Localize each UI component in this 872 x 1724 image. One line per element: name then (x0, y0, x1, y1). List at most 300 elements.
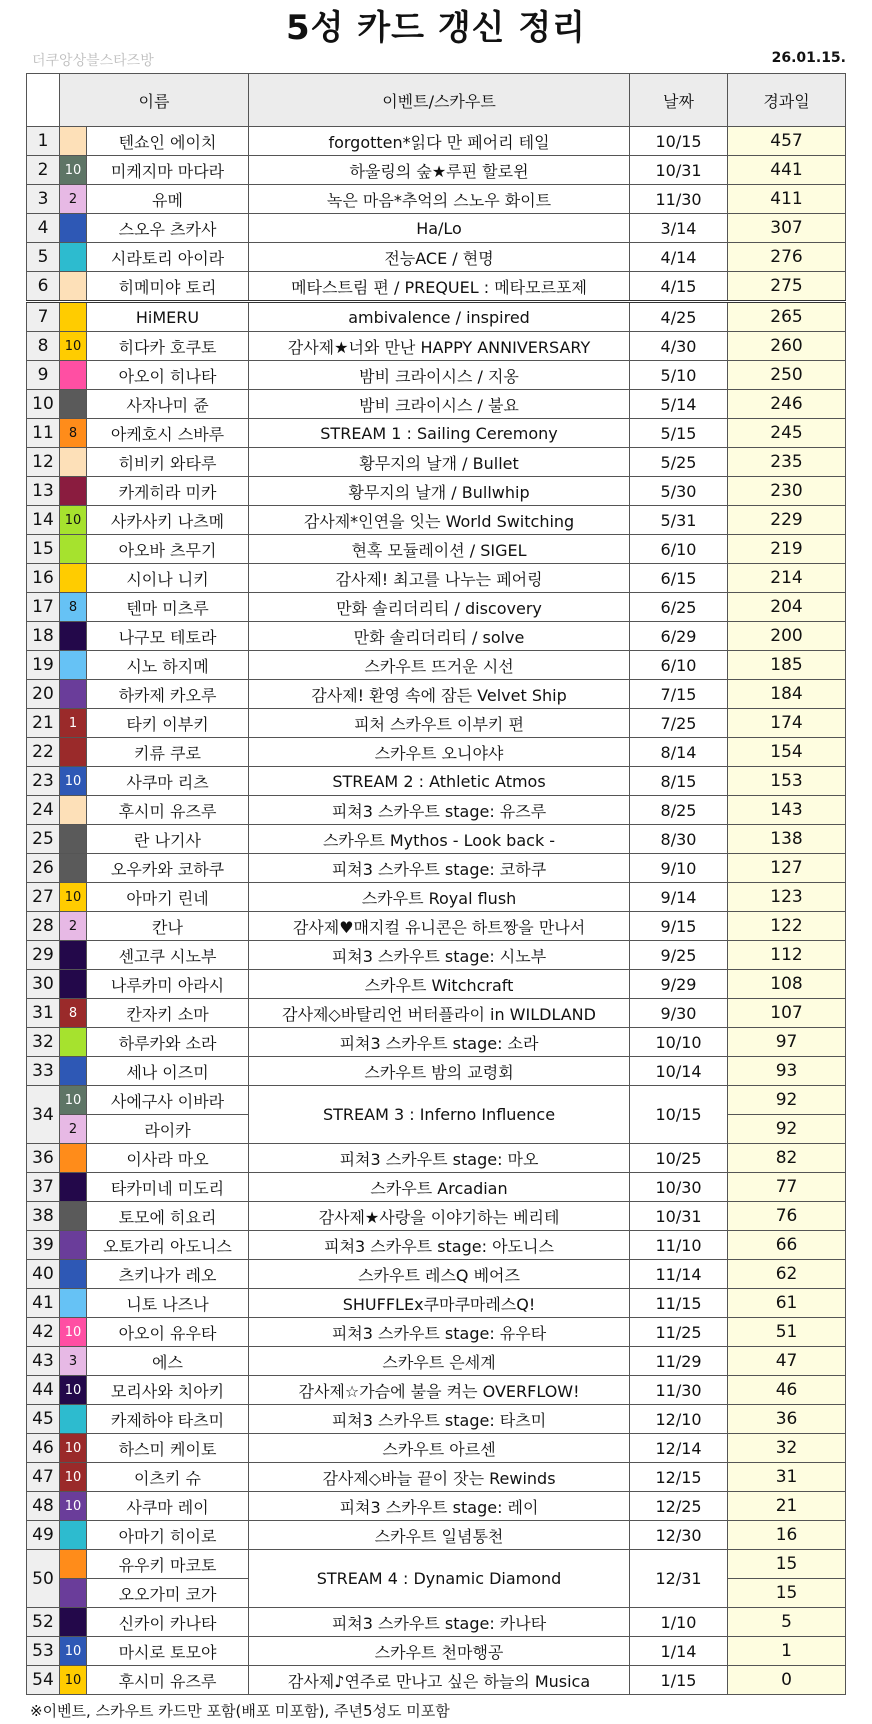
unit-color-swatch: 10 (60, 1637, 87, 1666)
release-date: 10/15 (630, 127, 728, 156)
unit-color-swatch: 8 (60, 419, 87, 448)
character-name: 칸자키 소마 (87, 999, 249, 1028)
unit-color-swatch: 2 (60, 912, 87, 941)
table-row (27, 1144, 846, 1173)
row-number: 40 (27, 1260, 60, 1289)
unit-color-swatch (60, 680, 87, 709)
elapsed-days: 154 (728, 738, 846, 767)
row-number: 6 (27, 272, 60, 302)
release-date: 10/15 (630, 1086, 728, 1144)
release-date: 7/15 (630, 680, 728, 709)
release-date: 11/10 (630, 1231, 728, 1260)
table-row (27, 1028, 846, 1057)
release-date: 12/30 (630, 1521, 728, 1550)
unit-color-swatch (60, 243, 87, 272)
table-row (27, 302, 846, 332)
release-date: 5/25 (630, 448, 728, 477)
event-name: 스카우트 천마행공 (249, 1637, 630, 1666)
elapsed-days: 275 (728, 272, 846, 302)
character-name: 미케지마 마다라 (87, 156, 249, 185)
event-name: 감사제! 최고를 나누는 페어링 (249, 564, 630, 593)
row-number: 34 (27, 1086, 60, 1144)
table-row (27, 332, 846, 361)
row-number: 7 (27, 302, 60, 332)
unit-color-swatch (60, 1260, 87, 1289)
card-table (26, 73, 846, 1695)
event-name: STREAM 2 : Athletic Atmos (249, 767, 630, 796)
elapsed-days: 123 (728, 883, 846, 912)
character-name: 히다카 호쿠토 (87, 332, 249, 361)
elapsed-days: 21 (728, 1492, 846, 1521)
unit-color-swatch (60, 214, 87, 243)
unit-color-swatch (60, 477, 87, 506)
table-row (27, 1608, 846, 1637)
character-name: 히메미야 토리 (87, 272, 249, 302)
elapsed-days: 245 (728, 419, 846, 448)
unit-color-swatch (60, 1057, 87, 1086)
elapsed-days: 307 (728, 214, 846, 243)
release-date: 9/30 (630, 999, 728, 1028)
row-number: 3 (27, 185, 60, 214)
character-name: 카게히라 미카 (87, 477, 249, 506)
event-name: 스카우트 레스Q 베어즈 (249, 1260, 630, 1289)
unit-color-swatch (60, 1144, 87, 1173)
release-date: 9/14 (630, 883, 728, 912)
row-number: 50 (27, 1550, 60, 1608)
unit-color-swatch (60, 448, 87, 477)
event-name: 스카우트 Royal flush (249, 883, 630, 912)
event-name: 밤비 크라이시스 / 불요 (249, 390, 630, 419)
unit-color-swatch: 10 (60, 1376, 87, 1405)
table-row (27, 883, 846, 912)
elapsed-days: 16 (728, 1521, 846, 1550)
unit-color-swatch (60, 1579, 87, 1608)
unit-color-swatch (60, 941, 87, 970)
elapsed-days: 457 (728, 127, 846, 156)
character-name: 아오바 츠무기 (87, 535, 249, 564)
elapsed-days: 185 (728, 651, 846, 680)
row-number: 10 (27, 390, 60, 419)
release-date: 11/30 (630, 185, 728, 214)
character-name: 텐쇼인 에이치 (87, 127, 249, 156)
character-name: 아마기 히이로 (87, 1521, 249, 1550)
release-date: 3/14 (630, 214, 728, 243)
release-date: 9/25 (630, 941, 728, 970)
character-name: 라이카 (87, 1115, 249, 1144)
event-name: 스카우트 밤의 교령회 (249, 1057, 630, 1086)
source-label: 더쿠앙상블스타즈방 (32, 53, 154, 69)
character-name: 니토 나즈나 (87, 1289, 249, 1318)
event-name: 피쳐3 스카우트 stage: 코하쿠 (249, 854, 630, 883)
row-number: 36 (27, 1144, 60, 1173)
release-date: 12/25 (630, 1492, 728, 1521)
event-name: 피쳐3 스카우트 stage: 카나타 (249, 1608, 630, 1637)
unit-color-swatch (60, 796, 87, 825)
table-row (27, 127, 846, 156)
character-name: 사에구사 이바라 (87, 1086, 249, 1115)
row-number: 19 (27, 651, 60, 680)
event-name: STREAM 4 : Dynamic Diamond (249, 1550, 630, 1608)
elapsed-days: 5 (728, 1608, 846, 1637)
table-row (27, 361, 846, 390)
event-name: 피쳐3 스카우트 stage: 유우타 (249, 1318, 630, 1347)
table-row (27, 272, 846, 302)
event-name: 감사제◇바늘 끝이 잣는 Rewinds (249, 1463, 630, 1492)
row-number: 18 (27, 622, 60, 651)
elapsed-days: 219 (728, 535, 846, 564)
release-date: 11/25 (630, 1318, 728, 1347)
release-date: 6/29 (630, 622, 728, 651)
release-date: 11/29 (630, 1347, 728, 1376)
event-name: 스카우트 Mythos - Look back - (249, 825, 630, 854)
elapsed-days: 174 (728, 709, 846, 738)
table-row (27, 999, 846, 1028)
character-name: 오우카와 코하쿠 (87, 854, 249, 883)
row-number: 45 (27, 1405, 60, 1434)
table-row (27, 767, 846, 796)
elapsed-days: 51 (728, 1318, 846, 1347)
event-name: 감사제*인연을 잇는 World Switching (249, 506, 630, 535)
row-number: 41 (27, 1289, 60, 1318)
unit-color-swatch (60, 622, 87, 651)
elapsed-days: 36 (728, 1405, 846, 1434)
row-number: 12 (27, 448, 60, 477)
table-row (27, 1231, 846, 1260)
event-name: 스카우트 일념통천 (249, 1521, 630, 1550)
event-name: 피쳐3 스카우트 stage: 레이 (249, 1492, 630, 1521)
event-name: 감사제♪연주로 만나고 싶은 하늘의 Musica (249, 1666, 630, 1695)
row-number: 26 (27, 854, 60, 883)
event-name: 메타스트림 편 / PREQUEL : 메타모르포제 (249, 272, 630, 302)
unit-color-swatch (60, 1202, 87, 1231)
table-row (27, 970, 846, 999)
table-row (27, 156, 846, 185)
character-name: 후시미 유즈루 (87, 1666, 249, 1695)
table-row (27, 419, 846, 448)
table-row (27, 477, 846, 506)
release-date: 8/30 (630, 825, 728, 854)
row-number: 31 (27, 999, 60, 1028)
table-row (27, 1202, 846, 1231)
table-row (27, 854, 846, 883)
release-date: 1/10 (630, 1608, 728, 1637)
elapsed-days: 184 (728, 680, 846, 709)
unit-color-swatch: 10 (60, 1086, 87, 1115)
row-number: 13 (27, 477, 60, 506)
event-name: Ha/Lo (249, 214, 630, 243)
unit-color-swatch (60, 1550, 87, 1579)
release-date: 10/25 (630, 1144, 728, 1173)
row-number: 54 (27, 1666, 60, 1695)
elapsed-days: 92 (728, 1086, 846, 1115)
character-name: 히비키 와타루 (87, 448, 249, 477)
release-date: 11/15 (630, 1289, 728, 1318)
character-name: 후시미 유즈루 (87, 796, 249, 825)
unit-color-swatch: 3 (60, 1347, 87, 1376)
unit-color-swatch (60, 272, 87, 302)
release-date: 11/30 (630, 1376, 728, 1405)
table-row (27, 1521, 846, 1550)
elapsed-days: 47 (728, 1347, 846, 1376)
table-row (27, 1666, 846, 1695)
character-name: 사쿠마 리츠 (87, 767, 249, 796)
table-row (27, 796, 846, 825)
row-number: 52 (27, 1608, 60, 1637)
event-name: 피쳐3 스카우트 stage: 시노부 (249, 941, 630, 970)
event-name: 감사제★사랑을 이야기하는 베리테 (249, 1202, 630, 1231)
elapsed-days: 441 (728, 156, 846, 185)
unit-color-swatch (60, 1608, 87, 1637)
character-name: 타카미네 미도리 (87, 1173, 249, 1202)
unit-color-swatch (60, 564, 87, 593)
release-date: 1/14 (630, 1637, 728, 1666)
unit-color-swatch: 10 (60, 1463, 87, 1492)
release-date: 10/30 (630, 1173, 728, 1202)
elapsed-days: 0 (728, 1666, 846, 1695)
unit-color-swatch (60, 651, 87, 680)
release-date: 5/30 (630, 477, 728, 506)
character-name: 사카사키 나츠메 (87, 506, 249, 535)
unit-color-swatch (60, 825, 87, 854)
unit-color-swatch: 8 (60, 999, 87, 1028)
table-row (27, 243, 846, 272)
table-row (27, 1405, 846, 1434)
character-name: 아마기 린네 (87, 883, 249, 912)
character-name: 시라토리 아이라 (87, 243, 249, 272)
release-date: 12/10 (630, 1405, 728, 1434)
event-name: 만화 솔리더리티 / solve (249, 622, 630, 651)
row-number: 24 (27, 796, 60, 825)
table-row (27, 214, 846, 243)
event-name: 현혹 모듈레이션 / SIGEL (249, 535, 630, 564)
unit-color-swatch: 1 (60, 709, 87, 738)
row-number: 47 (27, 1463, 60, 1492)
event-name: 감사제★너와 만난 HAPPY ANNIVERSARY (249, 332, 630, 361)
character-name: 하스미 케이토 (87, 1434, 249, 1463)
table-row (27, 1463, 846, 1492)
table-header-row (27, 74, 846, 127)
release-date: 5/15 (630, 419, 728, 448)
elapsed-days: 265 (728, 302, 846, 332)
release-date: 10/31 (630, 1202, 728, 1231)
character-name: 오오가미 코가 (87, 1579, 249, 1608)
row-number: 53 (27, 1637, 60, 1666)
event-name: 밤비 크라이시스 / 지옹 (249, 361, 630, 390)
release-date: 1/15 (630, 1666, 728, 1695)
header-elapsed: 경과일 (728, 74, 846, 127)
event-name: 스카우트 Witchcraft (249, 970, 630, 999)
elapsed-days: 61 (728, 1289, 846, 1318)
event-name: 황무지의 날개 / Bullwhip (249, 477, 630, 506)
release-date: 8/15 (630, 767, 728, 796)
date-label: 26.01.15. (771, 50, 846, 66)
event-name: 황무지의 날개 / Bullet (249, 448, 630, 477)
release-date: 4/15 (630, 272, 728, 302)
character-name: 나루카미 아라시 (87, 970, 249, 999)
character-name: 타키 이부키 (87, 709, 249, 738)
row-number: 48 (27, 1492, 60, 1521)
table-row (27, 185, 846, 214)
elapsed-days: 260 (728, 332, 846, 361)
unit-color-swatch: 10 (60, 156, 87, 185)
release-date: 8/25 (630, 796, 728, 825)
release-date: 4/14 (630, 243, 728, 272)
release-date: 9/10 (630, 854, 728, 883)
elapsed-days: 92 (728, 1115, 846, 1144)
event-name: 감사제☆가슴에 불을 켜는 OVERFLOW! (249, 1376, 630, 1405)
elapsed-days: 62 (728, 1260, 846, 1289)
release-date: 9/29 (630, 970, 728, 999)
row-number: 42 (27, 1318, 60, 1347)
unit-color-swatch (60, 535, 87, 564)
event-name: STREAM 1 : Sailing Ceremony (249, 419, 630, 448)
release-date: 4/30 (630, 332, 728, 361)
elapsed-days: 82 (728, 1144, 846, 1173)
elapsed-days: 93 (728, 1057, 846, 1086)
page-title: 5성 카드 갱신 정리 (285, 8, 587, 48)
elapsed-days: 112 (728, 941, 846, 970)
row-number: 44 (27, 1376, 60, 1405)
table-row (27, 390, 846, 419)
table-row (27, 1347, 846, 1376)
release-date: 10/31 (630, 156, 728, 185)
release-date: 6/10 (630, 535, 728, 564)
row-number: 33 (27, 1057, 60, 1086)
header-corner (27, 74, 60, 127)
unit-color-swatch (60, 390, 87, 419)
unit-color-swatch (60, 854, 87, 883)
unit-color-swatch: 8 (60, 593, 87, 622)
character-name: 유메 (87, 185, 249, 214)
elapsed-days: 153 (728, 767, 846, 796)
header-date: 날짜 (630, 74, 728, 127)
elapsed-days: 276 (728, 243, 846, 272)
release-date: 5/31 (630, 506, 728, 535)
table-row (27, 564, 846, 593)
release-date: 12/15 (630, 1463, 728, 1492)
character-name: 란 나기사 (87, 825, 249, 854)
elapsed-days: 200 (728, 622, 846, 651)
character-name: 에스 (87, 1347, 249, 1376)
table-row (27, 622, 846, 651)
event-name: forgotten*읽다 만 페어리 테일 (249, 127, 630, 156)
table-row (27, 535, 846, 564)
event-name: 피쳐3 스카우트 stage: 소라 (249, 1028, 630, 1057)
table-row (27, 1376, 846, 1405)
event-name: 하울링의 숲★루핀 할로윈 (249, 156, 630, 185)
character-name: 아케호시 스바루 (87, 419, 249, 448)
release-date: 11/14 (630, 1260, 728, 1289)
release-date: 9/15 (630, 912, 728, 941)
row-number: 43 (27, 1347, 60, 1376)
elapsed-days: 229 (728, 506, 846, 535)
release-date: 12/14 (630, 1434, 728, 1463)
unit-color-swatch (60, 738, 87, 767)
unit-color-swatch: 10 (60, 1318, 87, 1347)
elapsed-days: 108 (728, 970, 846, 999)
character-name: 하카제 카오루 (87, 680, 249, 709)
table-row (27, 593, 846, 622)
release-date: 5/10 (630, 361, 728, 390)
elapsed-days: 246 (728, 390, 846, 419)
elapsed-days: 15 (728, 1550, 846, 1579)
release-date: 5/14 (630, 390, 728, 419)
unit-color-swatch: 2 (60, 185, 87, 214)
event-name: 피쳐3 스카우트 stage: 타츠미 (249, 1405, 630, 1434)
release-date: 12/31 (630, 1550, 728, 1608)
release-date: 6/10 (630, 651, 728, 680)
table-row (27, 1086, 846, 1115)
elapsed-days: 127 (728, 854, 846, 883)
row-number: 16 (27, 564, 60, 593)
character-name: 이사라 마오 (87, 1144, 249, 1173)
character-name: 모리사와 치아키 (87, 1376, 249, 1405)
event-name: 피처 스카우트 이부키 편 (249, 709, 630, 738)
unit-color-swatch (60, 1173, 87, 1202)
unit-color-swatch (60, 970, 87, 999)
row-number: 38 (27, 1202, 60, 1231)
elapsed-days: 230 (728, 477, 846, 506)
unit-color-swatch: 10 (60, 506, 87, 535)
unit-color-swatch (60, 1289, 87, 1318)
event-name: 스카우트 뜨거운 시선 (249, 651, 630, 680)
release-date: 6/15 (630, 564, 728, 593)
table-row (27, 1173, 846, 1202)
row-number: 30 (27, 970, 60, 999)
character-name: 센고쿠 시노부 (87, 941, 249, 970)
unit-color-swatch: 10 (60, 1666, 87, 1695)
character-name: 신카이 카나타 (87, 1608, 249, 1637)
character-name: 세나 이즈미 (87, 1057, 249, 1086)
row-number: 2 (27, 156, 60, 185)
unit-color-swatch (60, 361, 87, 390)
character-name: 하루카와 소라 (87, 1028, 249, 1057)
elapsed-days: 31 (728, 1463, 846, 1492)
character-name: 칸나 (87, 912, 249, 941)
event-name: 피쳐3 스카우트 stage: 마오 (249, 1144, 630, 1173)
character-name: 마시로 토모야 (87, 1637, 249, 1666)
character-name: 텐마 미츠루 (87, 593, 249, 622)
release-date: 10/14 (630, 1057, 728, 1086)
row-number: 23 (27, 767, 60, 796)
event-name: 스카우트 아르센 (249, 1434, 630, 1463)
character-name: 카제하야 타츠미 (87, 1405, 249, 1434)
row-number: 49 (27, 1521, 60, 1550)
row-number: 46 (27, 1434, 60, 1463)
row-number: 39 (27, 1231, 60, 1260)
elapsed-days: 32 (728, 1434, 846, 1463)
elapsed-days: 235 (728, 448, 846, 477)
unit-color-swatch (60, 127, 87, 156)
row-number: 25 (27, 825, 60, 854)
unit-color-swatch: 10 (60, 767, 87, 796)
table-row (27, 1637, 846, 1666)
row-number: 1 (27, 127, 60, 156)
character-name: 아오이 히나타 (87, 361, 249, 390)
table-row (27, 738, 846, 767)
unit-color-swatch (60, 1231, 87, 1260)
event-name: 전능ACE / 현명 (249, 243, 630, 272)
row-number: 20 (27, 680, 60, 709)
character-name: HiMERU (87, 302, 249, 332)
table-row (27, 1289, 846, 1318)
footnote: ※이벤트, 스카우트 카드만 포함(배포 미포함), 주년5성도 미포함 (30, 1702, 450, 1720)
elapsed-days: 76 (728, 1202, 846, 1231)
unit-color-swatch (60, 1405, 87, 1434)
event-name: 스카우트 은세계 (249, 1347, 630, 1376)
unit-color-swatch (60, 302, 87, 332)
character-name: 사쿠마 레이 (87, 1492, 249, 1521)
